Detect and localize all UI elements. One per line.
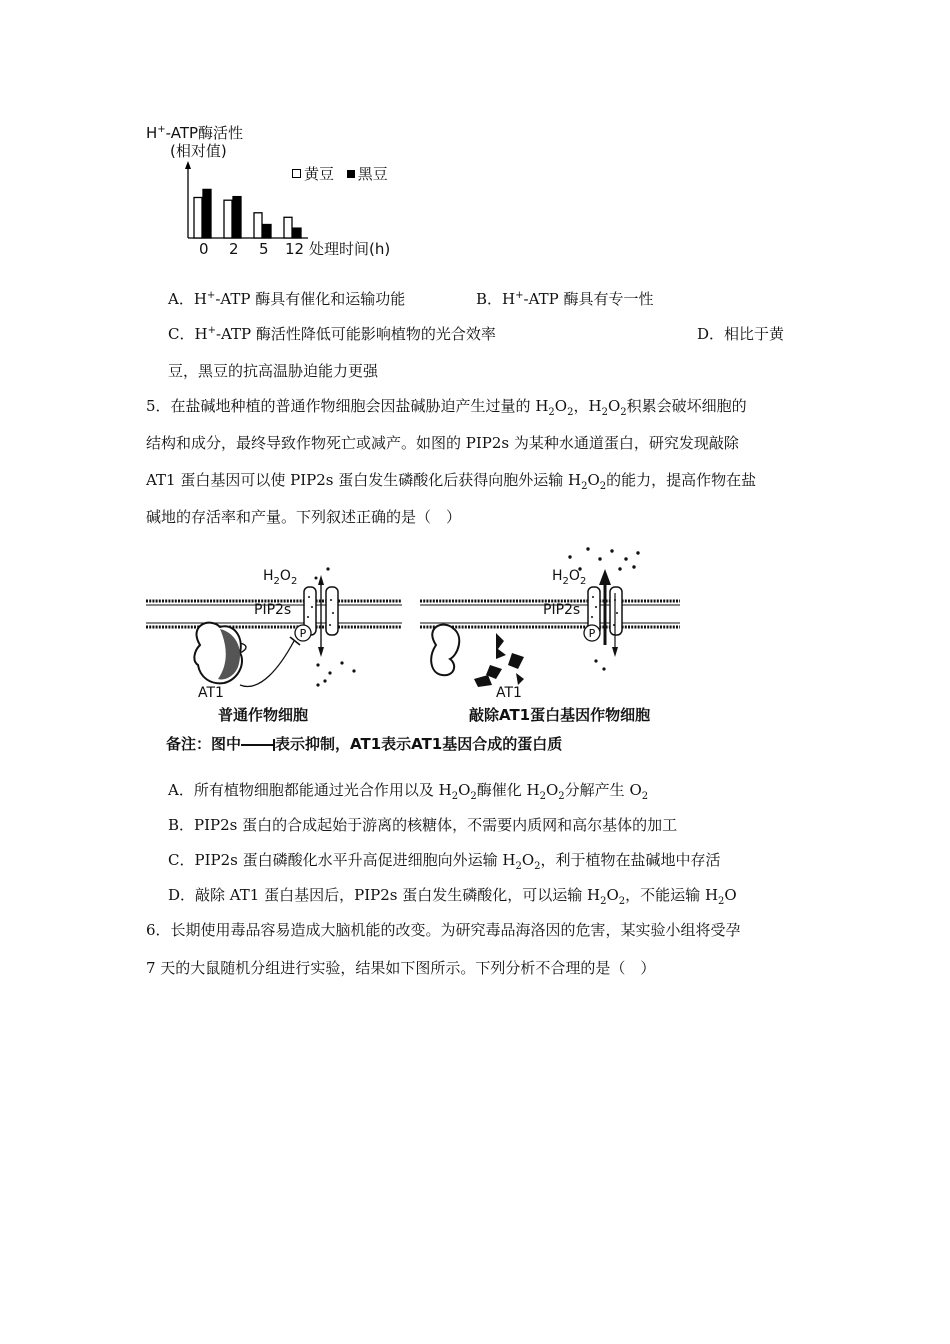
label-pip2s-right: PIP2s	[543, 602, 581, 618]
label-h2o2-left: $H_2O_2$	[263, 568, 298, 587]
phosphate-label-right: P	[588, 627, 596, 640]
q6-stem-line2: 7 天的大鼠随机分组进行实验，结果如下图所示。下列分析不合理的是（ ）	[146, 959, 656, 977]
at1-protein-left	[194, 623, 246, 684]
legend-swatch-black-soybean	[347, 170, 355, 178]
subscript-2: 2	[534, 861, 541, 872]
subscript-2: 2	[599, 481, 607, 492]
h2o2-dots-left	[316, 661, 355, 686]
membrane-diagram	[140, 545, 700, 720]
subscript-2: 2	[539, 791, 546, 802]
subscript-2: 2	[515, 861, 522, 872]
q6-stem-line1: 6．长期使用毒品容易造成大脑机能的改变。为研究毒品海洛因的危害，某实验小组将受孕	[146, 921, 741, 939]
chart-ylabel-line2: (相对值)	[170, 142, 227, 160]
legend-label-black-soybean: 黑豆	[357, 165, 388, 183]
superscript-plus: +	[207, 325, 216, 336]
q4-option-b-text: -ATP 酶具有专一性	[523, 290, 654, 308]
label-pip2s-left: PIP2s	[254, 602, 292, 618]
text-span: O	[554, 397, 568, 415]
q4-option-c-text: -ATP 酶活性降低可能影响植物的光合效率	[215, 325, 496, 343]
text-span: ，H	[573, 397, 602, 415]
text-span: O	[587, 471, 600, 489]
q5-stem-line4: 碱地的存活率和产量。下列叙述正确的是（ ）	[146, 508, 462, 526]
superscript-plus: +	[515, 290, 524, 301]
q4-option-d-cont: 豆，黑豆的抗高温胁迫能力更强	[168, 362, 379, 380]
text-span: C．PIP2s 蛋白磷酸化水平升高促进细胞向外运输 H	[168, 851, 516, 869]
xtick-label: 5	[259, 240, 269, 258]
xtick-label: 2	[229, 240, 239, 258]
q5-stem-line1	[146, 396, 747, 416]
subscript-2: 2	[548, 407, 555, 418]
q5-stem-line3	[146, 470, 756, 490]
q5-option-d	[168, 885, 737, 905]
label-h2o2-right: $H_2O_2$	[552, 568, 587, 587]
superscript-plus: +	[206, 290, 216, 301]
chart-bars	[194, 189, 301, 238]
text-span: O	[521, 851, 535, 869]
q4-option-c	[168, 324, 496, 344]
subscript-2: 2	[718, 896, 725, 907]
subscript-2: 2	[620, 407, 627, 418]
figure-note-text: 表示抑制，AT1表示AT1基因合成的蛋白质	[275, 735, 563, 753]
pip2s-channel-left	[304, 567, 338, 657]
chart-xlabel: 处理时间(h)	[309, 240, 391, 258]
subscript-2: 2	[641, 791, 649, 802]
q5-option-a	[168, 780, 648, 800]
figure-note-prefix: 备注：图中	[166, 735, 242, 753]
xtick-label: 12	[285, 240, 305, 258]
text-span: 5．在盐碱地种植的普通作物细胞会因盐碱胁迫产生过量的 H	[146, 397, 549, 415]
subscript-2: 2	[581, 481, 588, 492]
q4-option-a-pre: A．H	[168, 290, 207, 308]
pip2s-channel-right	[588, 569, 622, 657]
text-span: O	[724, 886, 737, 904]
chart-ylabel-unit	[170, 142, 227, 160]
subscript-2: 2	[600, 896, 607, 907]
q4-option-c-pre: C．H	[168, 325, 208, 343]
legend-label-yellow-soybean: 黄豆	[304, 165, 335, 183]
bar-yellow-soybean-12	[284, 217, 292, 238]
text-span: A．所有植物细胞都能通过光合作用以及 H	[168, 781, 452, 799]
text-span: 的能力，提高作物在盐	[606, 471, 757, 489]
q4-option-a-text: -ATP 酶具有催化和运输功能	[215, 290, 406, 308]
subscript-2: 2	[470, 791, 477, 802]
q4-option-b-pre: B．H	[476, 290, 516, 308]
bar-yellow-soybean-5	[254, 213, 262, 238]
text-span: 分解产生 O	[564, 781, 642, 799]
subscript-2: 2	[601, 407, 608, 418]
text-span: O	[545, 781, 559, 799]
text-span: 酶催化 H	[476, 781, 540, 799]
q5-option-c	[168, 850, 721, 870]
text-span: O	[458, 781, 471, 799]
bar-black-soybean-0	[203, 189, 211, 238]
q5-stem-line2: 结构和成分，最终导致作物死亡或减产。如图的 PIP2s 为某种水通道蛋白，研究发现敲除	[146, 434, 739, 452]
chart-ylabel	[146, 124, 243, 142]
label-at1-right: AT1	[496, 685, 522, 701]
at1-fragments-right	[431, 625, 524, 687]
bar-black-soybean-2	[233, 197, 241, 238]
caption-left: 普通作物细胞	[218, 706, 309, 724]
phosphate-label-left: P	[299, 627, 307, 640]
chart-ylabel-line1: H+-ATP酶活性	[146, 124, 244, 142]
caption-right: 敲除AT1蛋白基因作物细胞	[469, 706, 651, 724]
legend-swatch-yellow-soybean	[292, 169, 301, 178]
q4-option-b	[476, 289, 653, 309]
inhibition-line	[240, 637, 300, 686]
text-span: ，利于植物在盐碱地中存活	[540, 851, 721, 869]
figure-note	[166, 733, 562, 754]
q5-option-b: B．PIP2s 蛋白的合成起始于游离的核糖体，不需要内质网和高尔基体的加工	[168, 816, 678, 834]
superscript-plus: +	[157, 124, 166, 135]
label-at1-left: AT1	[198, 685, 224, 701]
q4-option-d-start: D．相比于黄	[697, 325, 785, 343]
text-span: AT1 蛋白基因可以使 PIP2s 蛋白发生磷酸化后获得向胞外运输 H	[146, 471, 582, 489]
xtick-label: 0	[199, 240, 209, 258]
text-span: D．敲除 AT1 蛋白基因后，PIP2s 蛋白发生磷酸化，可以运输 H	[168, 886, 601, 904]
subscript-2: 2	[567, 407, 574, 418]
subscript-2: 2	[618, 896, 626, 907]
subscript-2: 2	[451, 791, 459, 802]
text-span: ，不能运输 H	[625, 886, 719, 904]
bar-yellow-soybean-2	[224, 200, 232, 238]
chart-legend	[292, 165, 388, 183]
bar-yellow-soybean-0	[194, 198, 202, 239]
text-span: O	[607, 397, 621, 415]
subscript-2: 2	[558, 791, 565, 802]
bar-black-soybean-5	[263, 225, 271, 239]
q4-option-a	[168, 289, 405, 309]
inhibition-symbol-icon	[241, 739, 275, 751]
text-span: O	[606, 886, 619, 904]
text-span: 积累会破坏细胞的	[626, 397, 747, 415]
bar-black-soybean-12	[293, 228, 301, 238]
